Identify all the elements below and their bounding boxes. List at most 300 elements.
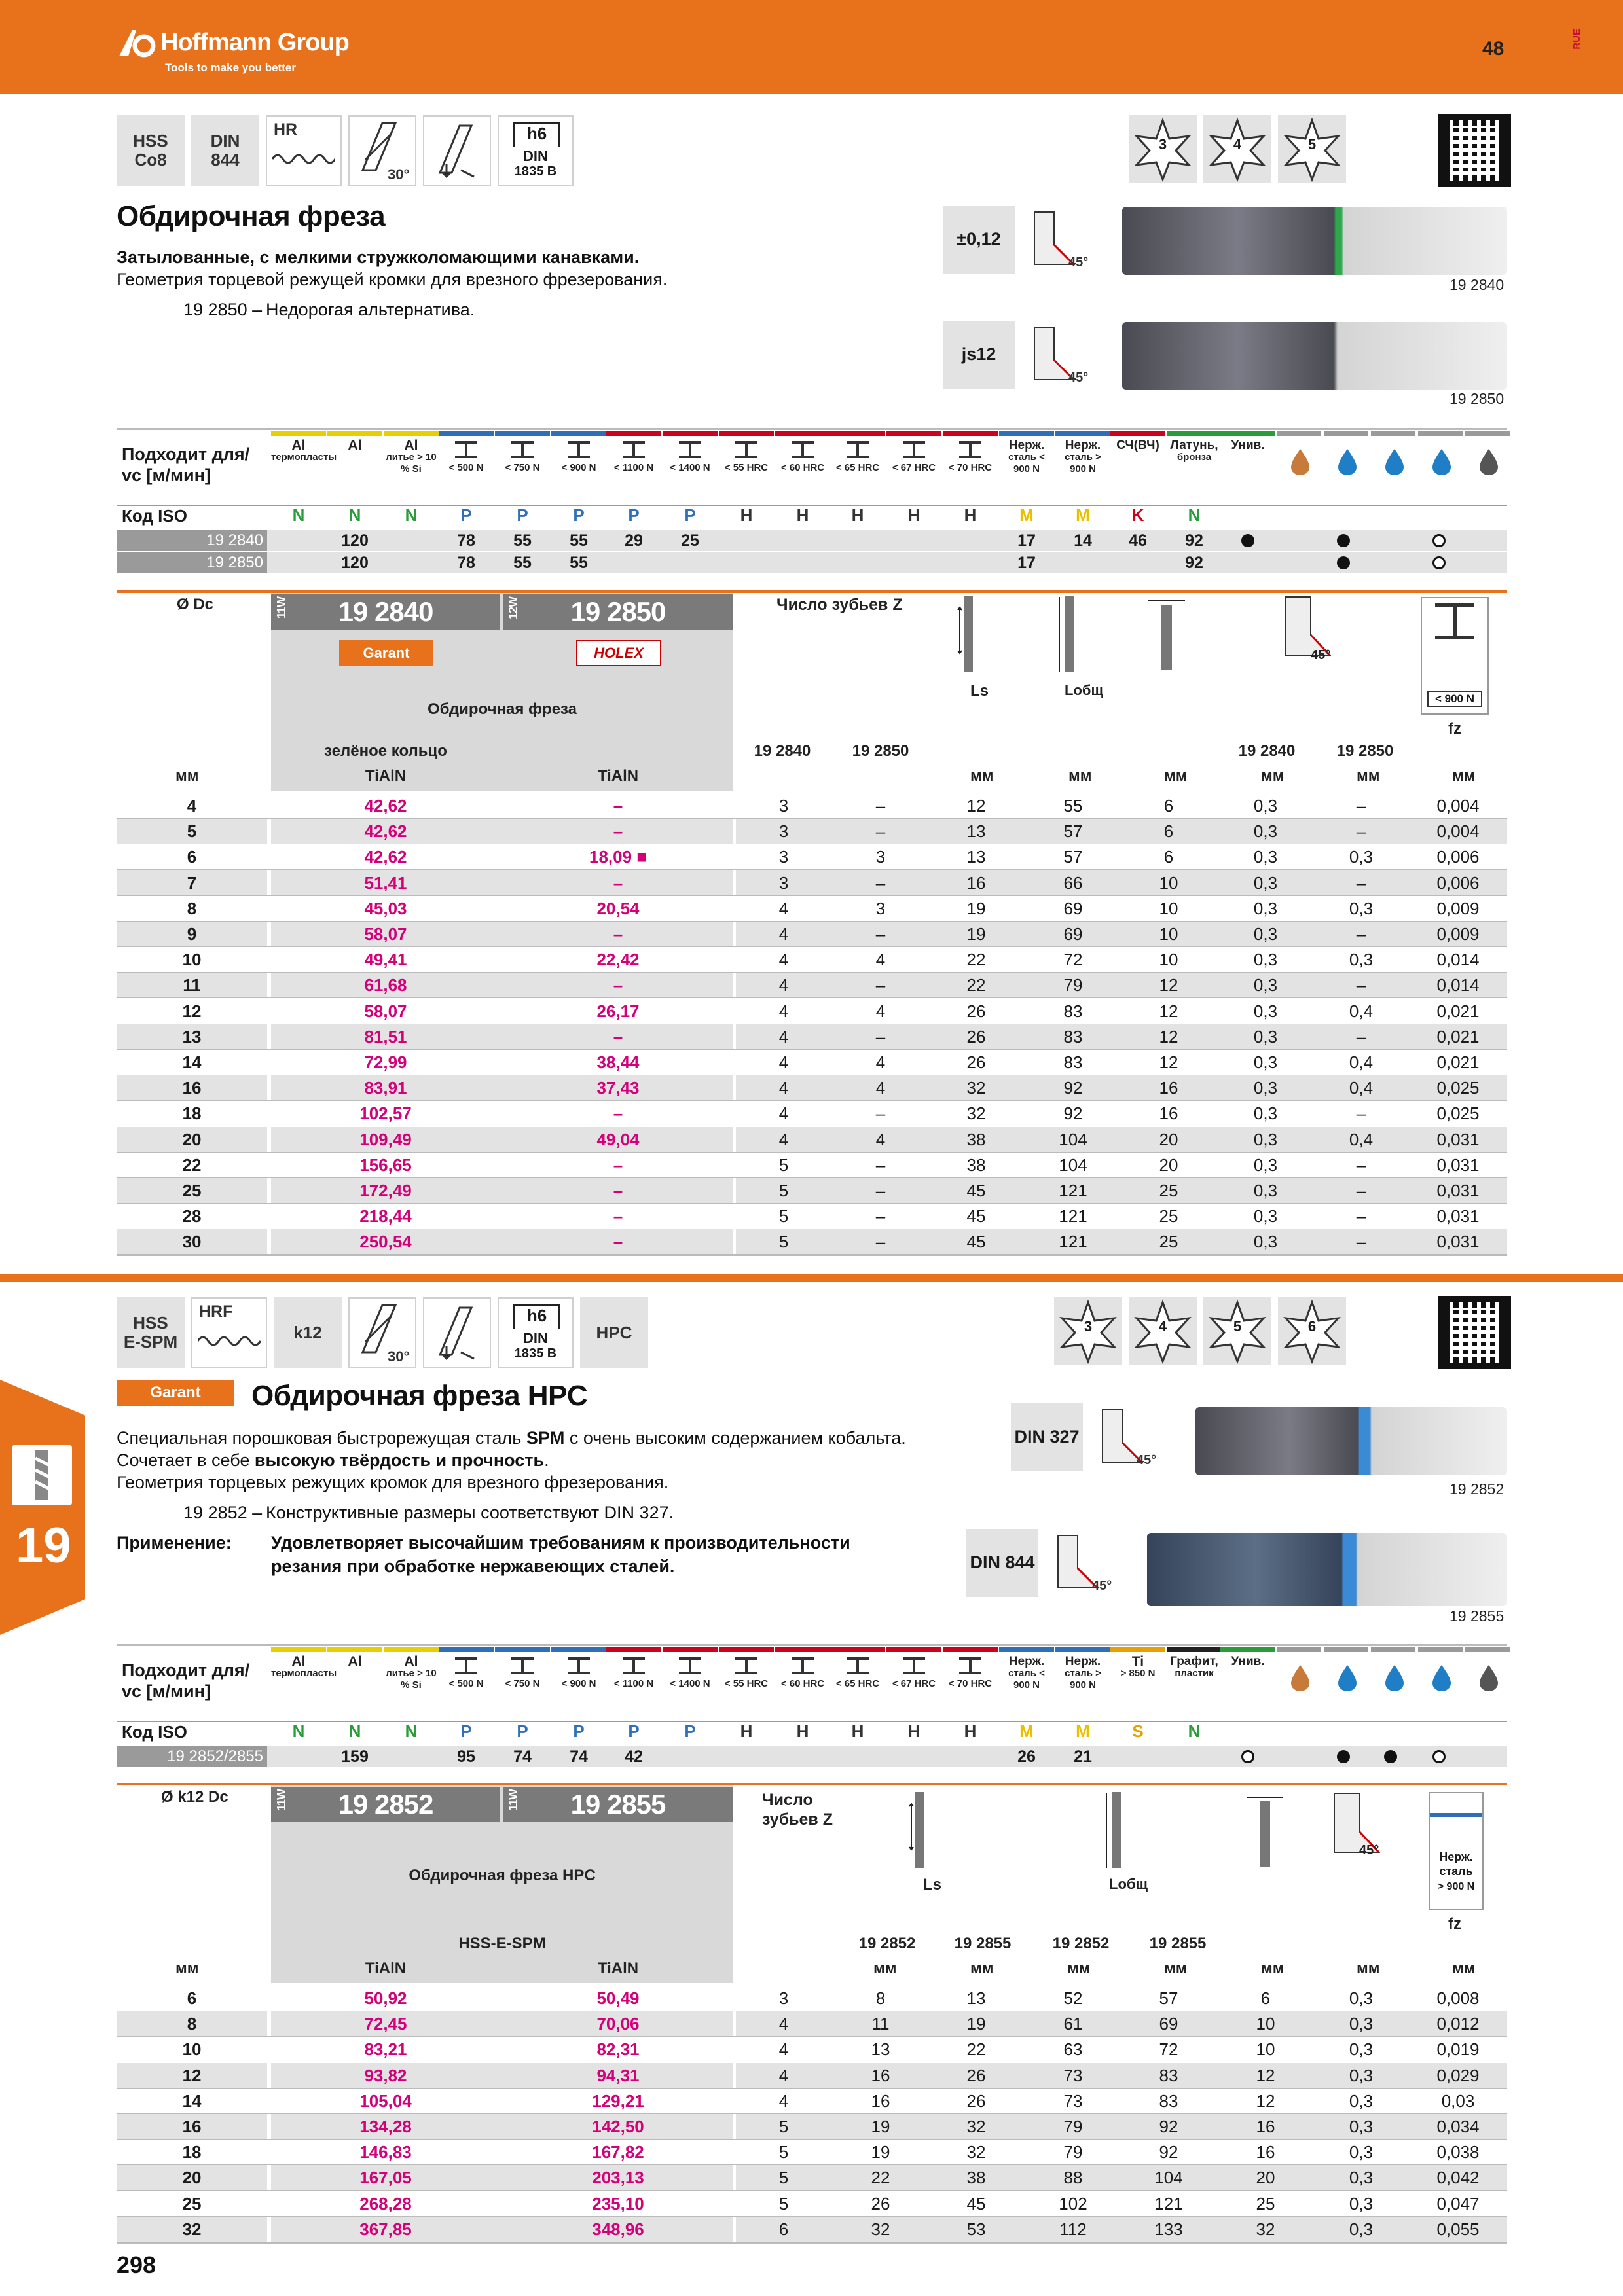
iso-code: H [907,505,921,525]
spec-material-hss-co8 [117,115,185,186]
standard-box: DIN 844 [966,1529,1038,1597]
table-cell: 0,3 [1349,1988,1374,2008]
spec-k12 [274,1297,342,1368]
table-cell: 102 [1059,2193,1087,2214]
diameter-cell: 14 [182,2090,202,2111]
table-cell: 12 [966,796,986,816]
beam-icon [551,440,606,462]
material-color-bar [551,431,606,436]
table-cell: 121 [1059,1206,1087,1227]
application-text: резания при обработке нержавеющих сталей. [271,1556,675,1576]
material-column [384,440,439,475]
diameter-cell: 20 [182,2168,202,2188]
table-cell: 69 [1063,924,1083,944]
units-row [117,764,1507,791]
table-cell: 0,3 [1253,1129,1278,1149]
material-spec: сталь < 900 N [1008,452,1045,475]
tool-image-192850 [1122,322,1507,390]
table-cell: 0,006 [1436,847,1480,867]
material-color-bar [439,431,494,436]
table-cell: 133 [1154,2219,1183,2239]
hoffmann-logo-icon [117,26,156,60]
beam-icon [663,1656,718,1678]
spec-text: HSS [133,1313,168,1333]
teeth-icon-3 [1129,115,1197,183]
beam-icon [898,440,930,459]
table-cell: 104 [1059,1129,1087,1149]
iso-code: M [1019,505,1034,525]
vc-row-art: 19 2840 [117,530,267,551]
iso-code: S [1132,1721,1144,1741]
unit: мм [1357,767,1380,785]
table-cell: 20 [1159,1155,1178,1175]
price-cell: 142,50 [592,2117,644,2136]
table-cell: 13 [966,847,986,867]
table-cell: 0,3 [1253,950,1278,970]
table-cell: 19 [966,924,986,944]
table-cell: 20 [1256,2168,1275,2188]
table-cell: 4 [778,924,789,944]
table-cell: 0,014 [1436,950,1480,970]
art-number: 19 2852 [338,1789,433,1820]
table-cell: 38 [966,1129,986,1149]
material-column [830,440,885,474]
material-column [384,1656,439,1691]
material-column [1055,440,1110,475]
table-cell: 0,006 [1436,872,1480,893]
material-color-bar [999,431,1054,436]
product-title: Обдирочная фреза [117,200,386,232]
material-spec: литье > 10 % Si [386,1668,437,1691]
beam-icon [886,440,941,462]
tool-image-192855 [1147,1533,1507,1606]
material-color-bar [719,1647,774,1652]
price-cell: – [613,872,623,893]
divider [117,2242,1507,2244]
table-cell: 57 [1159,1988,1178,2008]
suitable-dot [1384,1750,1397,1767]
chamfer-icon [1051,1529,1120,1597]
table-cell: 0,008 [1436,1988,1480,2008]
diameter-cell: 12 [182,1001,202,1021]
teeth-count: 5 [1233,1318,1242,1335]
unit: мм [1067,1960,1091,1977]
beam-icon [775,1656,830,1678]
material-column [943,440,998,474]
plunge-cut-icon [431,120,486,182]
table-cell: – [1356,1026,1366,1047]
price-cell: – [613,1206,623,1227]
units-row [117,1957,1507,1983]
beam-icon [830,440,885,462]
material-name: Нерж. [1065,439,1101,452]
spec-material-hss-espm [117,1297,185,1368]
material-color-bar [830,431,885,436]
material-color-bar [886,1647,941,1652]
ls-label: Ls [923,1876,942,1893]
table-cell: – [1356,1155,1366,1175]
mist-icon [1381,446,1408,478]
material-spec: < 60 HRC [780,462,825,473]
table-cell: 72 [1063,950,1083,970]
table-cell: – [875,1155,886,1175]
table-cell: 0,038 [1436,2142,1480,2162]
price-cell: 42,62 [364,847,407,867]
art-header-2 [503,594,733,630]
price-cell: 22,42 [596,950,640,970]
table-cell: 32 [966,2117,986,2136]
table-cell: 112 [1059,2219,1087,2239]
spec-hr-profile [266,115,342,186]
material-name: Al [404,438,418,453]
table-cell: 26 [966,2065,986,2085]
diameter-cell: 8 [187,2014,197,2034]
table-cell: 12 [1256,2090,1275,2111]
diameter-cell: 14 [182,1052,202,1072]
table-cell: 0,004 [1436,796,1480,816]
table-cell: 63 [1063,2039,1083,2060]
tool-image-192852 [1195,1407,1507,1475]
icon-column-bar [1371,1647,1415,1652]
table-cell: 4 [778,1078,789,1098]
dot [1337,534,1350,547]
table-cell: 45 [966,1232,986,1252]
chamfer-angle: 45° [1359,1843,1379,1857]
iso-code: P [573,1721,585,1741]
plunge-cut-icon [431,1302,486,1364]
vc-row-bg [117,530,1507,551]
table-cell: 25 [1159,1181,1178,1200]
table-cell: 121 [1059,1232,1087,1252]
diameter-cell: 18 [182,1103,202,1124]
teeth-count: 6 [1307,1318,1317,1335]
desc-text: с очень высоким содержанием кобальта. [564,1428,906,1448]
table-cell: 0,029 [1436,2065,1480,2085]
table-cell: 0,3 [1349,2168,1374,2188]
table-cell: 0,004 [1436,821,1480,842]
material-color-bar [830,1647,885,1652]
table-cell: 5 [778,1155,789,1175]
table-cell: 52 [1063,1988,1083,2008]
material-column [886,440,941,474]
table-cell: 6 [1163,821,1174,842]
price-cell: – [613,1155,623,1175]
teeth-label: зубьев Z [762,1810,833,1829]
tool-artno: 19 2850 [1450,390,1504,407]
dc-label: Ø k12 Dc [161,1788,228,1806]
table-cell: 83 [1159,2090,1178,2111]
beam-icon [719,440,774,462]
table-cell: 38 [966,2168,986,2188]
beam-icon [841,440,874,459]
price-cell: 102,57 [359,1103,412,1124]
garant-logo: Garant [117,1380,234,1406]
vc-row-bg [117,552,1507,573]
vc-value: 17 [1017,531,1036,550]
table-cell: 79 [1063,2142,1083,2162]
beam-icon [439,440,494,462]
partial-dot [1432,534,1446,550]
mql-icon [1476,1662,1502,1695]
table-cell: – [1356,975,1366,996]
product-label: Обдирочная фреза HPC [409,1867,596,1884]
table-cell: 83 [1063,1026,1083,1047]
material-spec: < 500 N [448,462,484,473]
standard-box: DIN 327 [1011,1403,1083,1471]
material-color-bar [663,1647,718,1652]
material-color-bar [495,431,550,436]
material-column [886,1656,941,1690]
table-cell: 10 [1256,2014,1275,2034]
art-number: 19 2840 [338,596,433,627]
table-cell: 4 [778,2014,789,2034]
beam-icon [506,440,539,459]
table-cell: 66 [1063,872,1083,893]
drill-chapter-icon [12,1445,72,1505]
teeth-count: 4 [1233,136,1242,152]
art-header-1 [271,1787,500,1822]
table-cell: 0,3 [1253,1232,1278,1252]
diameter-cell: 30 [182,1232,202,1252]
table-cell: 0,3 [1349,950,1374,970]
iso-code: H [851,1721,864,1741]
unit: мм [1452,1960,1476,1977]
vc-value: 14 [1074,531,1092,550]
table-cell: 4 [778,898,789,918]
table-cell: 25 [1256,2193,1275,2214]
material-spec: сталь > 900 N [1065,1668,1101,1691]
material-column [775,440,830,474]
sub-art: 19 2855 [1149,1935,1207,1952]
material-spec: < 60 HRC [780,1678,825,1689]
price-cell: 70,06 [596,2014,640,2034]
vc-value: 92 [1185,554,1203,572]
vc-value: 159 [341,1748,369,1766]
beam-icon [495,440,550,462]
total-length-label: Lобщ [1065,682,1104,698]
material-label: HSS-E-SPM [458,1935,546,1952]
price-cell: 172,49 [359,1181,412,1200]
table-cell: 0,3 [1253,898,1278,918]
table-cell: 32 [871,2219,890,2239]
unit: мм [1261,1960,1285,1977]
material-column [551,1656,606,1690]
iso-code: H [796,505,809,525]
unit: мм [175,1960,199,1977]
price-cell: 167,05 [359,2168,412,2188]
table-cell: 0,012 [1436,2014,1480,2034]
divider [117,428,1507,430]
table-cell: 16 [1256,2142,1275,2162]
spec-hrf-profile [191,1297,267,1368]
chamfer-angle: 45° [1068,255,1089,270]
table-cell: 92 [1063,1103,1083,1124]
material-column [1220,1656,1275,1668]
table-cell: 0,3 [1349,847,1374,867]
qr-code-icon[interactable] [1438,114,1511,187]
material-color-bar [999,1647,1054,1652]
divider [117,1644,1507,1646]
table-cell: 3 [778,796,789,816]
desc-text: . [544,1450,549,1470]
table-cell: 0,042 [1436,2168,1480,2188]
fz-label: fz [1448,720,1461,738]
iso-code: P [684,1721,696,1741]
table-cell: – [1356,1232,1366,1252]
material-spec: литье > 10 % Si [386,452,437,475]
beam-icon [898,1656,930,1676]
vc-value: 29 [625,531,643,550]
dot [1337,1750,1350,1763]
table-cell: 0,031 [1436,1129,1480,1149]
vc-value: 55 [570,554,588,572]
product-desc-line: Конструктивные размеры соответствуют DIN 327. [266,1503,674,1522]
table-cell: 12 [1159,1026,1178,1047]
vc-value: 95 [457,1748,475,1766]
total-length-cutter-icon [1055,594,1082,679]
page-number-top: 48 [1482,38,1504,60]
table-cell: 20 [1159,1129,1178,1149]
spec-text: HSS [133,131,168,151]
vc-value: 21 [1074,1748,1092,1766]
table-cell: 22 [871,2168,890,2188]
table-cell: 4 [875,1052,886,1072]
vc-value: 55 [570,531,588,550]
material-color-bar [943,1647,998,1652]
art-number: 19 2855 [570,1789,666,1820]
table-cell: 0,4 [1349,1129,1374,1149]
vc-value: 78 [457,531,475,550]
beam-icon [730,1656,763,1676]
table-cell: 0,3 [1253,821,1278,842]
material-spec: < 65 HRC [835,1678,880,1689]
material-color-bar [384,1647,439,1652]
spec-plunge [423,115,491,186]
material-column [999,1656,1054,1691]
dot [1241,1750,1254,1763]
table-cell: 3 [875,847,886,867]
material-name: Al [348,438,362,453]
table-cell: 0,021 [1436,1052,1480,1072]
spec-text: DIN [210,131,240,151]
material-name: СЧ(ВЧ) [1116,439,1159,452]
beam-icon [617,440,650,459]
fz-material: Нерж. [1439,1850,1473,1863]
material-column [1220,440,1275,452]
table-cell: 19 [966,898,986,918]
material-name: Нерж. [1065,1655,1101,1668]
material-column [999,440,1054,475]
material-name: Графит, [1170,1655,1218,1668]
material-spec: < 900 N [561,462,596,473]
fz-material-box [1421,597,1489,715]
unit: мм [970,767,994,785]
spec-text: 844 [211,150,240,170]
price-cell: 20,54 [596,898,640,918]
table-cell: 0,3 [1349,2039,1374,2060]
iso-code: N [405,1721,418,1741]
vc-value: 42 [625,1748,643,1766]
material-name: Унив. [1231,439,1265,452]
icon-column-bar [1465,1647,1510,1652]
vc-label: vc [м/мин] [122,465,211,485]
teeth-icon-3 [1054,1297,1122,1365]
diameter-cell: 16 [182,2117,202,2136]
table-cell: 121 [1059,1181,1087,1200]
table-cell: 12 [1159,1001,1178,1021]
table-cell: 16 [966,872,986,893]
suitable-dot [1337,556,1350,573]
table-cell: 0,3 [1349,898,1374,918]
teeth-icon-4 [1129,1297,1197,1365]
spec-helix-angle [348,1297,416,1368]
iso-code: P [684,505,696,525]
table-cell: 104 [1154,2168,1183,2188]
beam-icon [786,440,819,459]
price-cell: – [613,1026,623,1047]
total-length-label: Lобщ [1109,1876,1148,1892]
table-cell: 83 [1063,1052,1083,1072]
material-color-bar [886,431,941,436]
table-cell: 0,3 [1253,1026,1278,1047]
diameter-cell: 10 [182,2039,202,2060]
material-spec: < 55 HRC [724,462,769,473]
iso-code: P [628,1721,640,1741]
diameter-cell: 28 [182,1206,202,1227]
material-column [663,1656,718,1690]
material-color-bar [495,1647,550,1652]
product-title: Обдирочная фреза HPC [251,1380,588,1412]
unit: мм [970,1960,994,1977]
sub-art: 19 2852 [1052,1935,1110,1952]
price-cell: 93,82 [364,2065,407,2085]
material-color-bar [775,431,830,436]
table-cell: 0,021 [1436,1026,1480,1047]
table-cell: 0,034 [1436,2117,1480,2136]
beam-icon [954,440,987,459]
price-cell: 61,68 [364,975,407,996]
table-cell: 69 [1063,898,1083,918]
table-cell: – [875,1181,886,1200]
table-cell: 10 [1159,950,1178,970]
table-cell: – [1356,821,1366,842]
material-column [830,1656,885,1690]
beam-icon [606,440,661,462]
table-cell: 88 [1063,2168,1083,2188]
fz-label: fz [1448,1915,1461,1933]
diameter-cell: 10 [182,950,202,970]
beam-icon [617,1656,650,1676]
table-cell: 0,3 [1253,1052,1278,1072]
table-cell: 26 [871,2193,890,2214]
table-cell: 0,3 [1253,847,1278,867]
qr-code-icon[interactable] [1438,1296,1511,1369]
material-spec: < 750 N [505,462,540,473]
dot [1384,1750,1397,1763]
tolerance-box: js12 [943,321,1015,389]
coolant-icon [1334,446,1360,478]
price-cell: 203,13 [592,2168,644,2188]
iso-code: M [1019,1721,1034,1741]
material-spec: < 65 HRC [835,462,880,473]
beam-icon [719,1656,774,1678]
material-spec: пластик [1175,1668,1214,1679]
price-cell: 51,41 [364,872,407,893]
table-cell: 4 [875,950,886,970]
diameter-cell: 25 [182,1181,202,1200]
suit-label: Подходит для/ [122,444,250,464]
table-cell: 73 [1063,2065,1083,2085]
